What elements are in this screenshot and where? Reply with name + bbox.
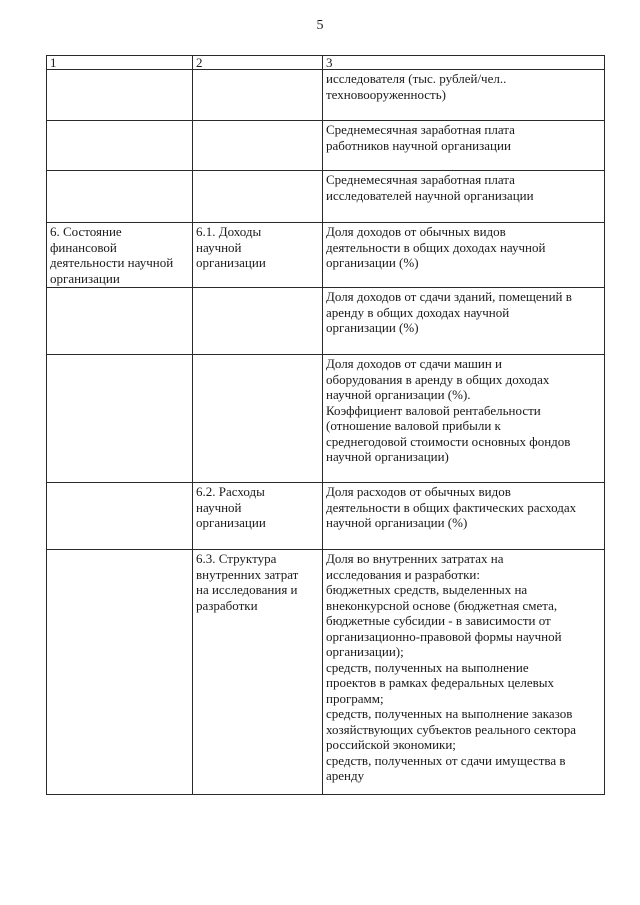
table-row — [47, 171, 605, 223]
table-cell-indicator — [323, 223, 605, 288]
cell-text: Доля доходов от сдачи зданий, помещений в аренду в общих доходах научной организации (%) — [326, 289, 572, 335]
cell-text: исследователя (тыс. рублей/чел.. техновооруженность) — [326, 71, 507, 102]
table-cell-section — [47, 550, 193, 795]
indicators-table — [46, 55, 605, 795]
cell-text: 6. Состояние финансовой деятельности научной организации — [50, 224, 174, 286]
table-row — [47, 223, 605, 288]
cell-text: 6.3. Структура внутренних затрат на исследования и разработки — [196, 551, 299, 613]
table-cell-subsection — [193, 171, 323, 223]
cell-text: Среднемесячная заработная плата исследователей научной организации — [326, 172, 534, 203]
cell-text: 6.2. Расходы научной организации — [196, 484, 266, 530]
table-cell-section — [47, 483, 193, 550]
table-cell-indicator — [323, 288, 605, 355]
table-row — [47, 121, 605, 171]
table-cell-subsection — [193, 121, 323, 171]
cell-text: Доля доходов от сдачи машин и оборудования в аренду в общих доходах научной организации (%). Коэффициент валовой рентабельности (отношение валовой прибыли к среднегодовой стоимости основных фондов научной организации) — [326, 356, 571, 464]
table-cell-indicator — [323, 70, 605, 121]
table-row — [47, 70, 605, 121]
table-cell-subsection — [193, 288, 323, 355]
table-cell-section — [47, 121, 193, 171]
table-row — [47, 288, 605, 355]
table-cell-section — [47, 288, 193, 355]
cell-text: Доля расходов от обычных видов деятельности в общих фактических расходах научной организации (%) — [326, 484, 577, 530]
table-cell-section — [47, 223, 193, 288]
table-header-row — [47, 56, 605, 70]
cell-text: 6.1. Доходы научной организации — [196, 224, 266, 270]
table-cell-subsection — [193, 483, 323, 550]
table-cell-subsection — [193, 355, 323, 483]
column-header-2: 2 — [193, 56, 323, 70]
table-row — [47, 550, 605, 795]
table-cell-indicator — [323, 550, 605, 795]
table-row — [47, 483, 605, 550]
page-number: 5 — [316, 18, 324, 33]
table-cell-section — [47, 355, 193, 483]
table-cell-section — [47, 171, 193, 223]
table-cell-indicator — [323, 483, 605, 550]
table-row — [47, 355, 605, 483]
table-cell-subsection — [193, 550, 323, 795]
table-cell-indicator — [323, 355, 605, 483]
table-cell-indicator — [323, 121, 605, 171]
cell-text: Среднемесячная заработная плата работников научной организации — [326, 122, 515, 153]
table-cell-section — [47, 70, 193, 121]
table-cell-subsection — [193, 223, 323, 288]
cell-text: Доля доходов от обычных видов деятельности в общих доходах научной организации (%) — [326, 224, 546, 270]
cell-text: Доля во внутренних затратах на исследования и разработки: бюджетных средств, выделенных на внеконкурсной основе (бюджетная смета, бюджетные субсидии - в зависимости от организационно-правовой формы научной организации); средств, полученных на выполнение проектов в рамках федеральных целевых программ; средств, полученных на выполнение заказов хозяйствующих субъектов реального сектора российской экономики; средств, полученных от сдачи имущества в аренду — [326, 551, 576, 783]
table-cell-indicator — [323, 171, 605, 223]
column-header-3: 3 — [323, 56, 605, 70]
column-header-1: 1 — [47, 56, 193, 70]
table-cell-subsection — [193, 70, 323, 121]
